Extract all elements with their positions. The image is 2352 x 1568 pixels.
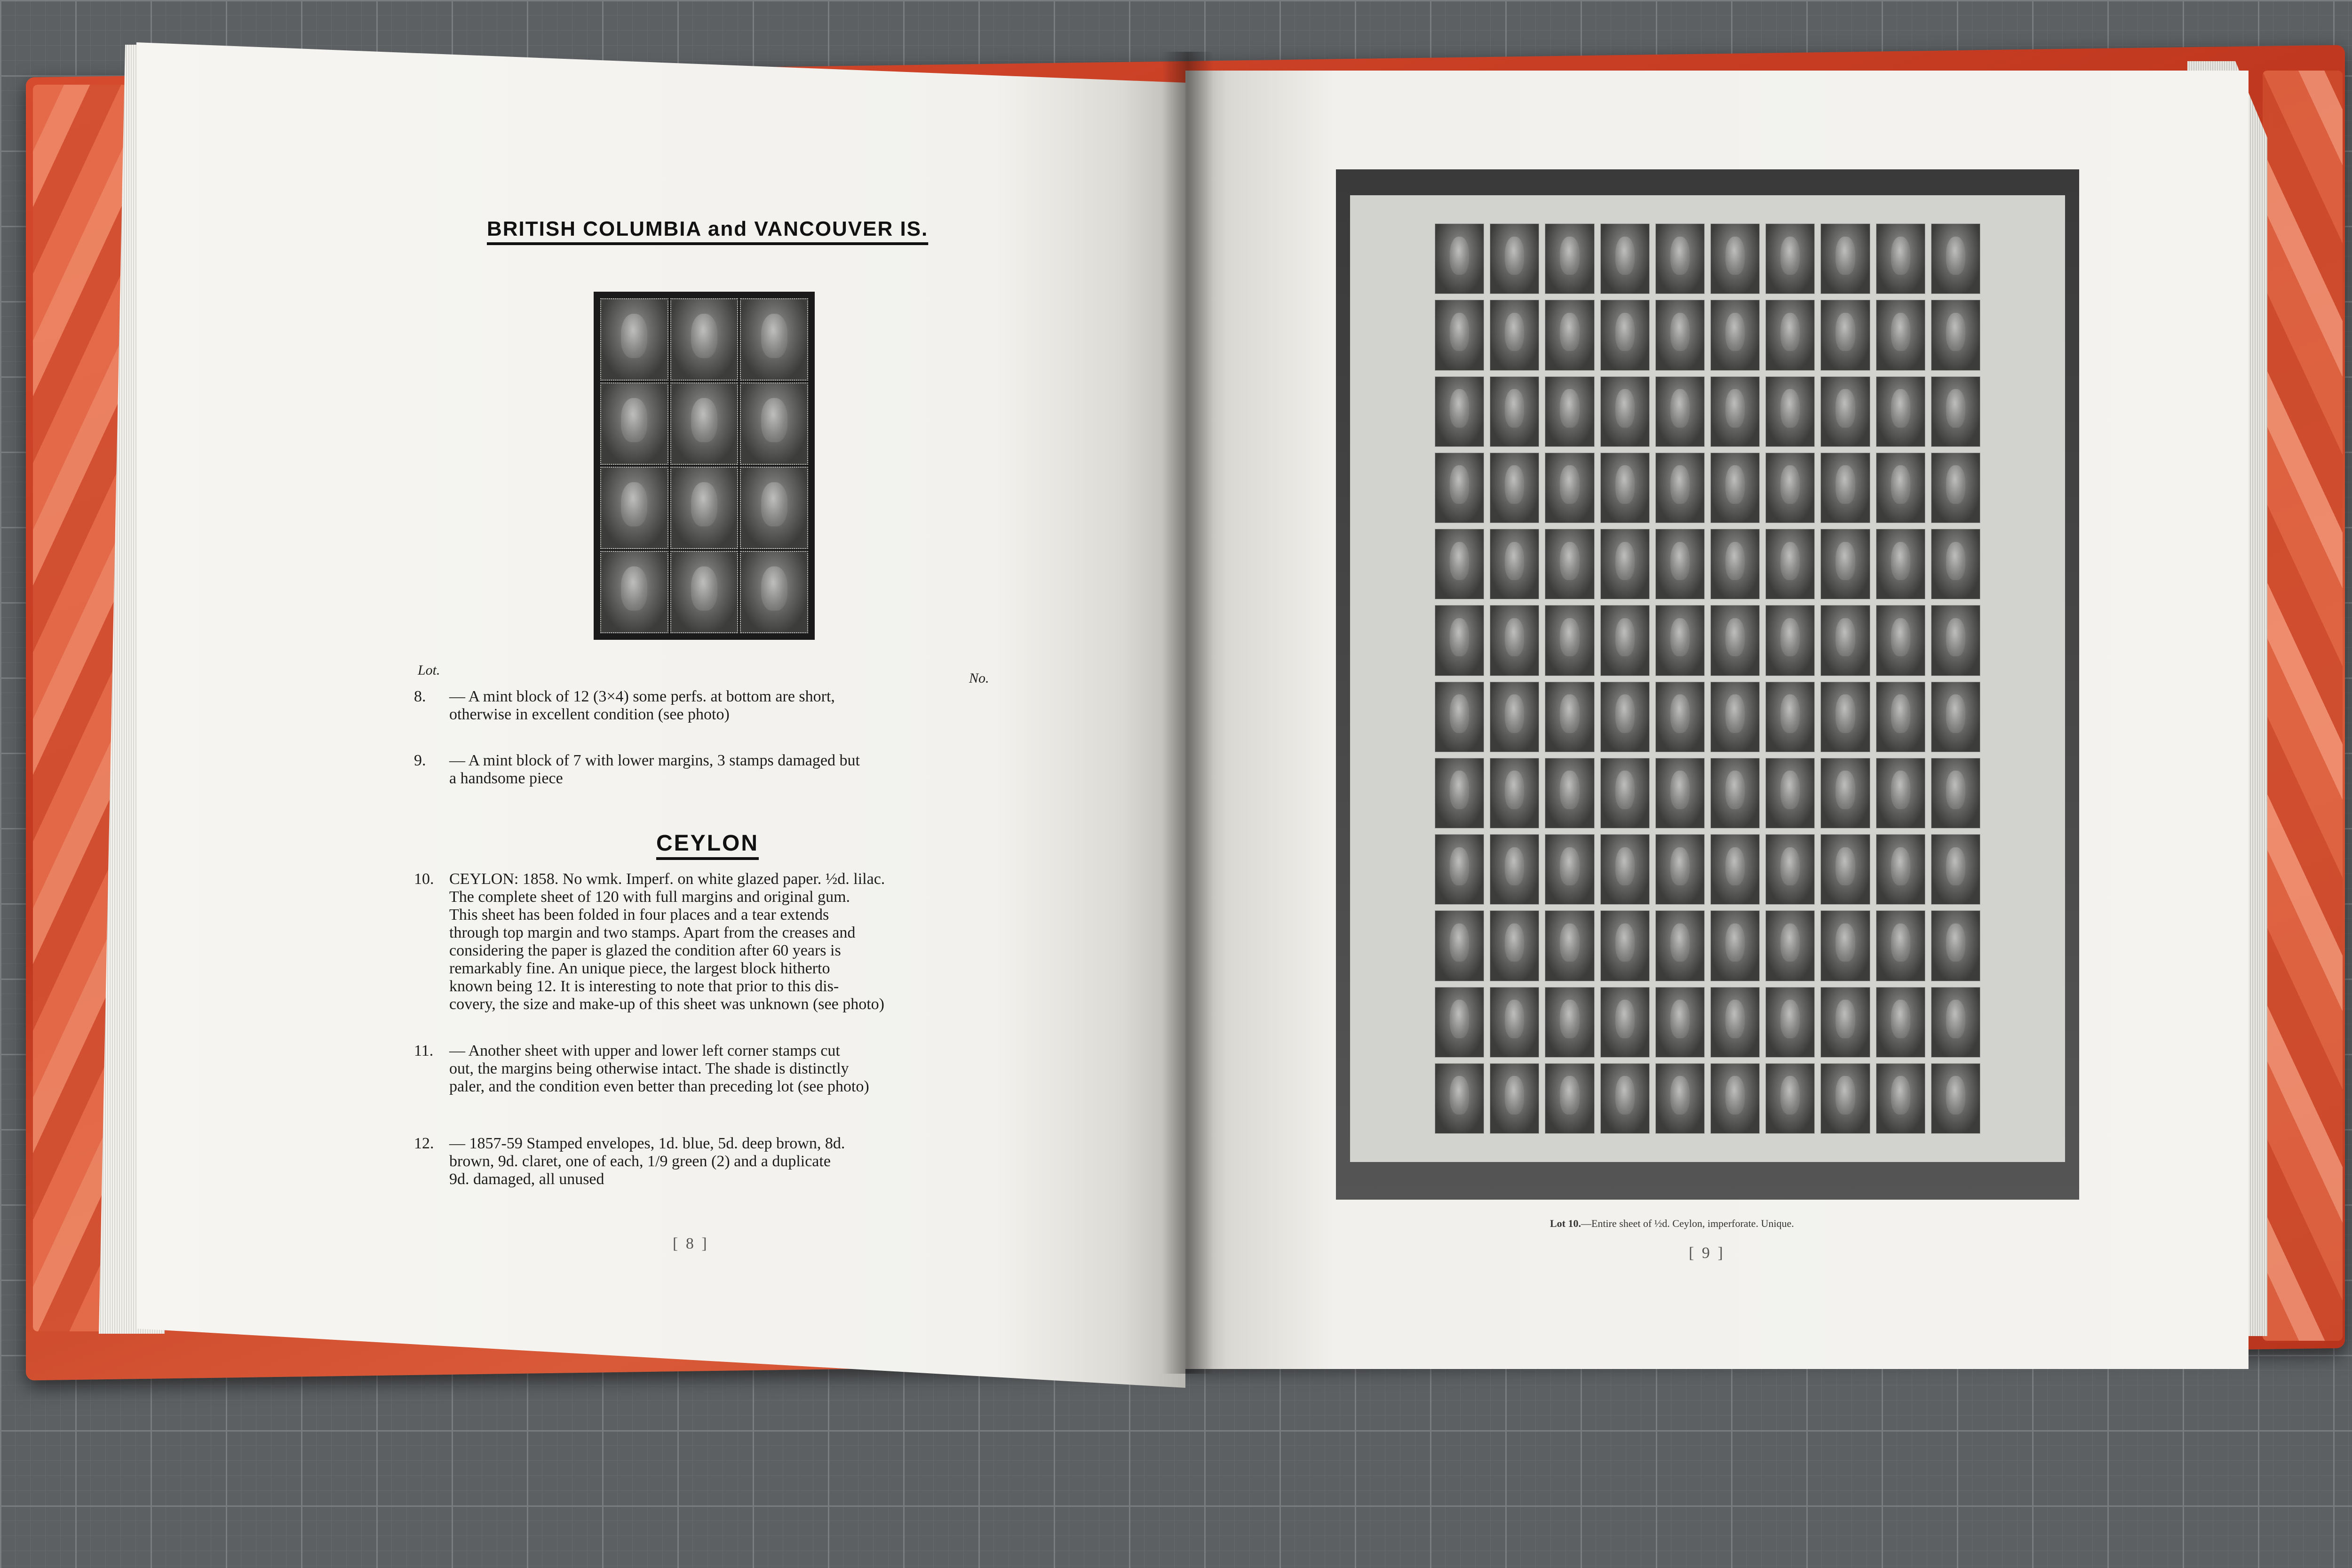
stamp-sheet-photo (1336, 169, 2079, 1200)
stamp-image (1710, 1063, 1760, 1134)
lot-column-label: Lot. (418, 662, 440, 678)
stamp-image (1490, 605, 1539, 676)
stamp-image (1435, 1063, 1484, 1134)
stamp-image (740, 382, 808, 465)
stamp-image (1655, 453, 1705, 523)
stamp-image (1490, 834, 1539, 905)
stamp-image (1600, 376, 1650, 447)
lot-description: — A mint block of 7 with lower margins, 3 stamps damaged but a handsome piece (449, 752, 860, 787)
stamp-image (670, 551, 739, 633)
stamp-image (1545, 223, 1594, 294)
lot-number: 12. (414, 1135, 434, 1152)
stamp-image (1435, 223, 1484, 294)
stamp-image (1600, 758, 1650, 828)
stamp-image (1600, 987, 1650, 1058)
stamp-image (1545, 376, 1594, 447)
stamp-image (1876, 682, 1925, 752)
stamp-image (1765, 605, 1815, 676)
stamp-image (1600, 605, 1650, 676)
stamp-image (1765, 300, 1815, 370)
stamp-image (1820, 529, 1870, 599)
stamp-image (1765, 1063, 1815, 1134)
stamp-image (1710, 758, 1760, 828)
stamp-image (1931, 529, 1980, 599)
stamp-image (1490, 1063, 1539, 1134)
stamp-block-photo (594, 292, 815, 640)
stamp-image (1820, 910, 1870, 981)
lot-entry (414, 870, 1411, 1049)
stamp-image (1931, 453, 1980, 523)
stamp-image (1765, 453, 1815, 523)
stamp-image (670, 382, 739, 465)
stamp-image (740, 467, 808, 549)
stamp-image (1545, 453, 1594, 523)
stamp-image (1655, 223, 1705, 294)
stamp-image (1435, 910, 1484, 981)
stamp-image (1655, 834, 1705, 905)
stamp-image (1545, 910, 1594, 981)
lot-entry (414, 752, 1411, 799)
stamp-image (1876, 910, 1925, 981)
stamp-image (1876, 453, 1925, 523)
stamp-image (1655, 758, 1705, 828)
stamp-image (1931, 300, 1980, 370)
stamp-image (1655, 1063, 1705, 1134)
section-heading-british-columbia: BRITISH COLUMBIA and VANCOUVER IS. (487, 217, 929, 240)
stamp-image (1931, 910, 1980, 981)
stamp-image (1876, 300, 1925, 370)
number-column-label: No. (969, 670, 989, 686)
lot-entry (414, 1135, 1411, 1210)
stamp-image (740, 298, 808, 381)
stamp-image (1435, 834, 1484, 905)
stamp-image (1931, 758, 1980, 828)
lot-description: — A mint block of 12 (3×4) some perfs. at bottom are short, otherwise in excellent condition (see photo) (449, 688, 835, 723)
stamp-image (1931, 834, 1980, 905)
lot-number: 10. (414, 870, 434, 888)
stamp-image (1490, 987, 1539, 1058)
stamp-image (1435, 605, 1484, 676)
stamp-image (600, 382, 668, 465)
stamp-image (1820, 758, 1870, 828)
stamp-image (1820, 987, 1870, 1058)
stamp-image (1765, 529, 1815, 599)
stamp-image (1435, 300, 1484, 370)
stamp-image (670, 298, 739, 381)
stamp-image (1820, 376, 1870, 447)
stamp-image (600, 467, 668, 549)
stamp-image (1655, 605, 1705, 676)
stamp-image (1876, 605, 1925, 676)
stamp-image (1765, 758, 1815, 828)
stamp-image (1600, 910, 1650, 981)
stamp-image (1765, 910, 1815, 981)
stamp-image (1876, 529, 1925, 599)
lot-entry (414, 1042, 1411, 1117)
stamp-image (1545, 300, 1594, 370)
stamp-image (1820, 605, 1870, 676)
lot-number: 11. (414, 1042, 434, 1059)
stamp-image (1435, 758, 1484, 828)
lot-description: — 1857-59 Stamped envelopes, 1d. blue, 5d. deep brown, 8d. brown, 9d. claret, one of each, 1/9 green (2) and a duplicate 9d. damaged, all unused (449, 1135, 845, 1188)
stamp-image (1876, 1063, 1925, 1134)
stamp-image (1600, 682, 1650, 752)
stamp-image (1545, 834, 1594, 905)
stamp-image (1820, 834, 1870, 905)
stamp-image (1490, 910, 1539, 981)
caption-text: —Entire sheet of ½d. Ceylon, imperforate. Unique. (1581, 1218, 1794, 1229)
stamp-image (1820, 453, 1870, 523)
stamp-image (1490, 758, 1539, 828)
stamp-image (1435, 682, 1484, 752)
stamp-image (1710, 376, 1760, 447)
stamp-image (1820, 300, 1870, 370)
stamp-image (1490, 682, 1539, 752)
stamp-image (1710, 834, 1760, 905)
lot-description: — Another sheet with upper and lower left corner stamps cut out, the margins being otherwise intact. The shade is distinctly paler, and the condition even better than preceding lot (see photo) (449, 1042, 869, 1095)
stamp-image (1600, 300, 1650, 370)
stamp-image (1490, 300, 1539, 370)
stamp-image (1931, 987, 1980, 1058)
caption-lot: Lot 10. (1550, 1218, 1581, 1229)
stamp-image (1600, 1063, 1650, 1134)
stamp-image (1545, 682, 1594, 752)
stamp-image (1876, 834, 1925, 905)
stamp-image (1820, 223, 1870, 294)
stamp-image (1490, 453, 1539, 523)
stamp-image (1655, 300, 1705, 370)
page-number-left: [ 8 ] (673, 1235, 709, 1252)
marbled-endpaper-right (2263, 71, 2343, 1341)
stamp-image (1545, 1063, 1594, 1134)
stamp-image (1931, 682, 1980, 752)
stamp-image (1600, 223, 1650, 294)
stamp-image (1710, 453, 1760, 523)
stamp-image (1876, 987, 1925, 1058)
stamp-image (1655, 987, 1705, 1058)
stamp-image (600, 551, 668, 633)
stamp-image (1435, 453, 1484, 523)
stamp-image (1820, 682, 1870, 752)
stamp-image (1490, 529, 1539, 599)
stamp-image (1545, 987, 1594, 1058)
stamp-image (1931, 605, 1980, 676)
stamp-image (1600, 529, 1650, 599)
stamp-image (1435, 376, 1484, 447)
stamp-image (1710, 987, 1760, 1058)
stamp-image (1931, 1063, 1980, 1134)
stamp-image (1876, 376, 1925, 447)
stamp-image (1710, 223, 1760, 294)
lot-number: 9. (414, 752, 426, 769)
stamp-image (1710, 300, 1760, 370)
stamp-image (1655, 529, 1705, 599)
stamp-image (1545, 529, 1594, 599)
stamp-image (1490, 376, 1539, 447)
page-number-right: [ 9 ] (1689, 1244, 1725, 1262)
stamp-image (1876, 223, 1925, 294)
lot-number: 8. (414, 688, 426, 705)
photo-caption (1550, 1218, 1794, 1230)
stamp-image (1435, 529, 1484, 599)
stamp-image (1710, 605, 1760, 676)
stamp-image (1765, 376, 1815, 447)
stamp-image (740, 551, 808, 633)
stamp-image (1931, 223, 1980, 294)
stamp-image (1600, 834, 1650, 905)
stamp-image (1931, 376, 1980, 447)
lot-entry (414, 688, 1411, 735)
lot-description: CEYLON: 1858. No wmk. Imperf. on white glazed paper. ½d. lilac. The complete sheet of 120 with full margins and original gum. This sheet has been folded in four places and a tear extends through top margin and two stamps. Apart from the creases and considering the paper is glazed the condition after 60 years is remarkably fine. An unique piece, the largest block hitherto known being 12. It is interesting to note that prior to this dis- covery, the size and make-up of this sheet was unknown (see photo) (449, 870, 885, 1013)
stamp-image (1545, 605, 1594, 676)
stamp-image (1655, 376, 1705, 447)
stamp-image (1876, 758, 1925, 828)
stamp-image (1710, 529, 1760, 599)
stamp-image (1655, 682, 1705, 752)
stamp-image (600, 298, 668, 381)
stamp-image (1435, 987, 1484, 1058)
stamp-image (1765, 834, 1815, 905)
stamp-image (670, 467, 739, 549)
stamp-image (1710, 682, 1760, 752)
stamp-image (1600, 453, 1650, 523)
section-heading-ceylon: CEYLON (656, 831, 759, 856)
stamp-image (1820, 1063, 1870, 1134)
stamp-image (1490, 223, 1539, 294)
stamp-image (1765, 987, 1815, 1058)
stamp-image (1710, 910, 1760, 981)
stamp-image (1765, 223, 1815, 294)
stamp-image (1545, 758, 1594, 828)
stamp-image (1765, 682, 1815, 752)
stamp-image (1655, 910, 1705, 981)
